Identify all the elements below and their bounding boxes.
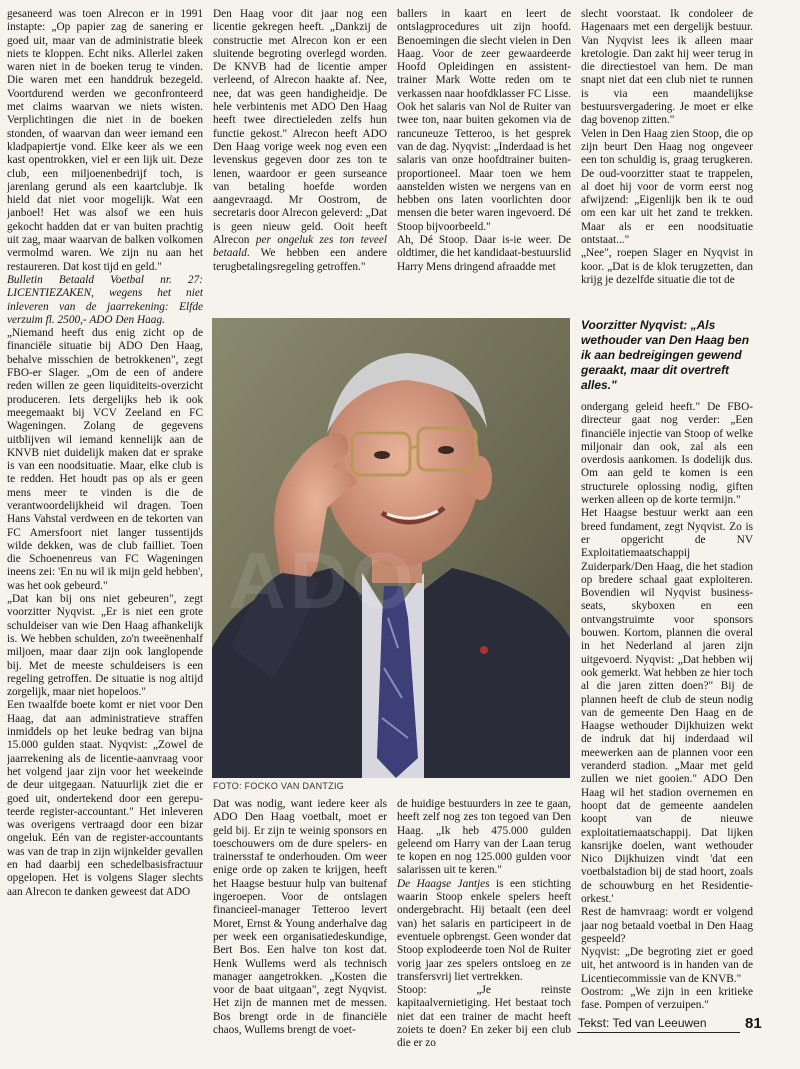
italic-phrase: per ongeluk zes ton teveel betaald <box>213 234 387 260</box>
portrait-illustration <box>212 318 570 778</box>
paragraph: „Niemand heeft dus enig zicht op de financiële situatie bij ADO Den Haag, behalve misschien de betrokkenen", zegt FBO-er Slager. „Om de een of andere reden willen ze geen liquiditeits-overzicht produceren. Iets dergelijks heb ik ook meegemaakt bij VCV Zeeland en FC Wageningen. Zolang de gegevens uitblijven wil iemand kennelijk aan de KNVB niet duidelijk maken dat er sprake is van een noodsituatie. Maar, elke club is te redden. Het houdt pas op als er geen mens meer te vinden is die de verantwoordelijkheid wil dragen. Toen Hans Vahstal verdween en de tekorten van FC Amersfoort niet langer tussentijds wilde dekken, was de club failliet. Toen die Schoenenreus van FC Wageningen ineens zei: 'En nu wil ik mijn geld hebben', was het ook gebeurd." <box>7 327 203 592</box>
paragraph: Ah, Dé Stoop. Daar is-ie weer. De oldtimer, die het kandidaat-bestuurslid Harry Mens dringend afraadde met <box>397 234 571 273</box>
paragraph: Rest de hamvraag: wordt er volgend jaar nog betaald voetbal in Den Haag gespeeld? <box>581 906 753 945</box>
paragraph: „Dat kan bij ons niet gebeuren", zegt voorzitter Nyqvist. „Er is niet een grote schuldeiser van wie Den Haag afhankelijk is. We hebben schulden, zo'n tweeënenhalf miljoen, maar daar zijn ook langlopende bij. Met de meeste schuldeisers is een regeling getroffen. De situatie is nog altijd zorgelijk, maar niet hopeloos." <box>7 593 203 699</box>
paragraph: Oostrom: „We zijn in een kritieke fase. Pompen of verzuipen." <box>581 986 753 1011</box>
column-2-top <box>213 8 387 308</box>
column-4-bottom <box>581 318 753 1011</box>
paragraph: „Nee", roepen Slager en Nyqvist in koor. „Dat is de klok terugzetten, dan krijg je dezelfde situatie die tot de <box>581 247 753 286</box>
photo-credit: FOTO: FOCKO VAN DANTZIG <box>213 781 345 791</box>
paragraph: Velen in Den Haag zien Stoop, die op zijn beurt Den Haag nog ongeveer een ton schuldig is, graag terugkeren. De oud-voorzitter staat te trappelen, al doet hij voor de vorm eerst nog afwijzend: „Eigenlijk ben ik te oud om een kar uit het zand te trekken. Maar als er een noodsituatie ontstaat..." <box>581 127 753 247</box>
column-4-top <box>581 8 753 300</box>
paragraph: De Haagse Jantjes is een stichting waarin Stoop enkele spelers heeft ondergebracht. Hij betaalt (een deel van) het salaris en participeert in de eventuele opbrengst. Geen wonder dat Stoop explodeerde toen Nol de Ruiter vorig jaar zes spelers ontsloeg en ze transfersvrij liet vertrekken. <box>397 877 571 983</box>
paragraph: Den Haag voor dit jaar nog een licentie gekregen heeft. „Dankzij de constructie met Alrecon kon er een sluitende begroting overlegd worden. De KNVB had de licentie amper verleend, of Alrecon haakte af. Nee, nee, dat was geen handigheidje. De hele verbintenis met ADO Den Haag heeft twee directieleden zelfs hun functie gekost." Alrecon heeft ADO Den Haag vorige week nog even een levenskus gegeven door zes ton te lenen, waardoor er geen surseance van betaling hoefde worden aangevraagd. Mr Oostrom, de secretaris door Alrecon geleverd: „Dat is geen nieuw geld. Ooit heeft Alrecon per ongeluk zes ton teveel betaald. We hebben een andere terugbetalingsregeling getroffen." <box>213 8 387 273</box>
portrait-photo <box>212 318 570 778</box>
column-4-bottom-text <box>581 401 753 1011</box>
paragraph: gesaneerd was toen Alrecon er in 1991 instapte: „Op papier zag de sanering er goed uit, maar van de administratie bleek niets te kloppen. Echt niks. Allerlei zaken waren niet in de boeken terug te vinden. Die waren met een handdruk bezegeld. Voortdurend werden we geconfronteerd met claims waarvan we niets wisten. Verplichtingen die niet in de boeken stonden, of waarvan dan weer iemand een kladpapiertje vond. Elke keer als we een kast opentrokken, viel er een lijk uit. Deze club, een miljoenenbedrijf toch, is jarenlang gerund als een kaartclubje. Ik hield dat niet voor mogelijk. Wat een janboel! Het was alsof we een huis gekocht hadden dat er van buiten prachtig uit zag, maar waarvan de balken volkomen vermolmd waren. We zijn nu aan het restaureren. Dat kost tijd en geld." <box>7 8 203 273</box>
paragraph: ballers in kaart en leert de ontslagprocedures uit zijn hoofd. Benoemingen die slecht vielen in Den Haag. Voor de zeer gewaardeerde Hoofd Opleidingen en assistent-trainer Mark Wotte reden om te verkassen naar hoofdklasser FC Lisse. Ook het salaris van Nol de Ruiter van twee ton, naar buiten gekomen via de rancuneuze Tetteroo, is het gesprek van de dag. Nyqvist: „Inderdaad is het salaris van onze hoofdtrainer buiten-proportioneel. Maar toen we hem aanstelden wisten we nergens van en hebben ons laten voorlichten door mensen die beter waren ingevoerd. Dé Stoop bijvoorbeeld." <box>397 8 571 233</box>
paragraph: slecht voorstaat. Ik condoleer de Hagenaars met een dergelijk bestuur. Van Nyqvist lees ik alleen maar kretologie. Dan zakt hij weer terug in die directiestoel van hem. De man snapt niet dat een club niet te runnen is via een maandelijkse bestuursvergadering. Je moet er elke dag bovenop zitten." <box>581 8 753 127</box>
page-number: 81 <box>745 1015 762 1032</box>
author-credit: Tekst: Ted van Leeuwen <box>578 1016 707 1030</box>
column-3-top <box>397 8 571 308</box>
paragraph: Stoop: „Je reinste kapitaalvernietiging. Het bestaat toch niet dat een trainer de macht heeft zoiets te doen? En zeker bij een club die er zo <box>397 984 571 1050</box>
paragraph: ondergang geleid heeft." De FBO-directeur gaat nog verder: „Een financiële injectie van Stoop of welke miljonair dan ook, zal als een overdosis aankomen. Is dodelijk dus. Om aan geld te komen is een structurele oplossing nodig, giften werken alleen op de korte termijn." <box>581 401 753 507</box>
paragraph: Nyqvist: „De begroting ziet er goed uit, het antwoord is in handen van de Licentiecommissie van de KNVB." <box>581 946 753 985</box>
footer-rule <box>577 1032 740 1033</box>
paragraph: Het Haagse bestuur werkt aan een breed fundament, zegt Nyqvist. Zo is er opgericht de NV Exploitatiemaatschappij Zuiderpark/Den Haag, die het stadion op bredere schaal gaat exploiteren. Bovendien wil Nyqvist business-seats, skyboxen en een ontvangstruimte voor sponsors bouwen. Kortom, plannen die overal in het Nederland al jaren zijn uitgevoerd. Nyqvist: „Dat hebben wij ook gemerkt. Wat hebben ze hier toch al die jaren zitten doen?" Bij de plannen heeft de club de steun nodig van de gemeente Den Haag en de Haagse wethouder Dijkhuizen wekt de indruk dat hij inderdaad wil meewerken aan de plannen voor een veranderd stadion. „Maar met geld zullen we niet gooien." ADO Den Haag wil het stadion overnemen en hoopt dat de gemeente aandelen koopt van de nieuwe exploitatiemaatschappij. Dat lijken kansrijke doelen, want wethouder Nico Dijkhuizen vindt 'dat een voetbalstadion bij de stad hoort, zoals de schouwburg en het Residentie-orkest.' <box>581 507 753 905</box>
pull-quote: Voorzitter Nyqvist: „Als wethouder van Den Haag ben ik aan bedreigingen gewend geraakt, maar dit overtreft alles." <box>581 318 750 392</box>
column-1 <box>7 8 203 1048</box>
paragraph: Dat was nodig, want iedere keer als ADO Den Haag voetbalt, moet er geld bij. Er zijn te weinig sponsors en toeschouwers om de dure spelers- en trainersstaf te onderhouden. Om weer enige orde op zaken te krijgen, heeft het Haagse bestuur hulp van buitenaf ingeroepen. Voor de ontslagen financieel-manager Tetteroo levert Moret, Ernst & Young anderhalve dag per week een organisatiedeskundige, Bert Bos. Een halve ton kost dat. Henk Wullems werd als technisch manager aangetrokken. „Kosten die voor de baat uitgaan", zegt Nyqvist. Het zijn de mannen met de messen. Bos brengt orde in de financiële chaos, Wullems brengt de voet- <box>213 798 387 1037</box>
italic-lead: De Haagse Jantjes <box>397 877 490 890</box>
paragraph: Bulletin Betaald Voetbal nr. 27: LICENTIEZAKEN, wegens het niet inleveren van de jaarrekening: Elfde verzuim fl. 2500,- ADO Den Haag. <box>7 273 203 326</box>
column-3-bottom <box>397 798 571 1053</box>
paragraph: Een twaalfde boete komt er niet voor Den Haag, dat aan administratieve straffen inmiddels op het leuke bedrag van bijna 15.000 gulden staat. Nyqvist: „Zowel de jaarrekening als de licentie-aanvraag voor het volgend jaar zijn voor het weekeinde de deur uitgegaan. Natuurlijk ziet die er goed uit, ondertekend door een gerepu-teerde register-accountant." Het inleveren was overigens vertraagd door een bizar ongeluk. Eén van de register-accountants was van de trap in zijn wijnkelder gevallen en had daarbij een schedelbasisfractuur opgelopen. Het is volgens Slager slechts aan Alrecon te danken geweest dat ADO <box>7 699 203 898</box>
column-2-bottom <box>213 798 387 1053</box>
paragraph: de huidige bestuurders in zee te gaan, heeft zelf nog zes ton tegoed van Den Haag. „Ik heb 475.000 gulden geleend om Harry van der Laan terug te kopen en nog 125.000 gulden voor salarissen uit te keren." <box>397 798 571 877</box>
